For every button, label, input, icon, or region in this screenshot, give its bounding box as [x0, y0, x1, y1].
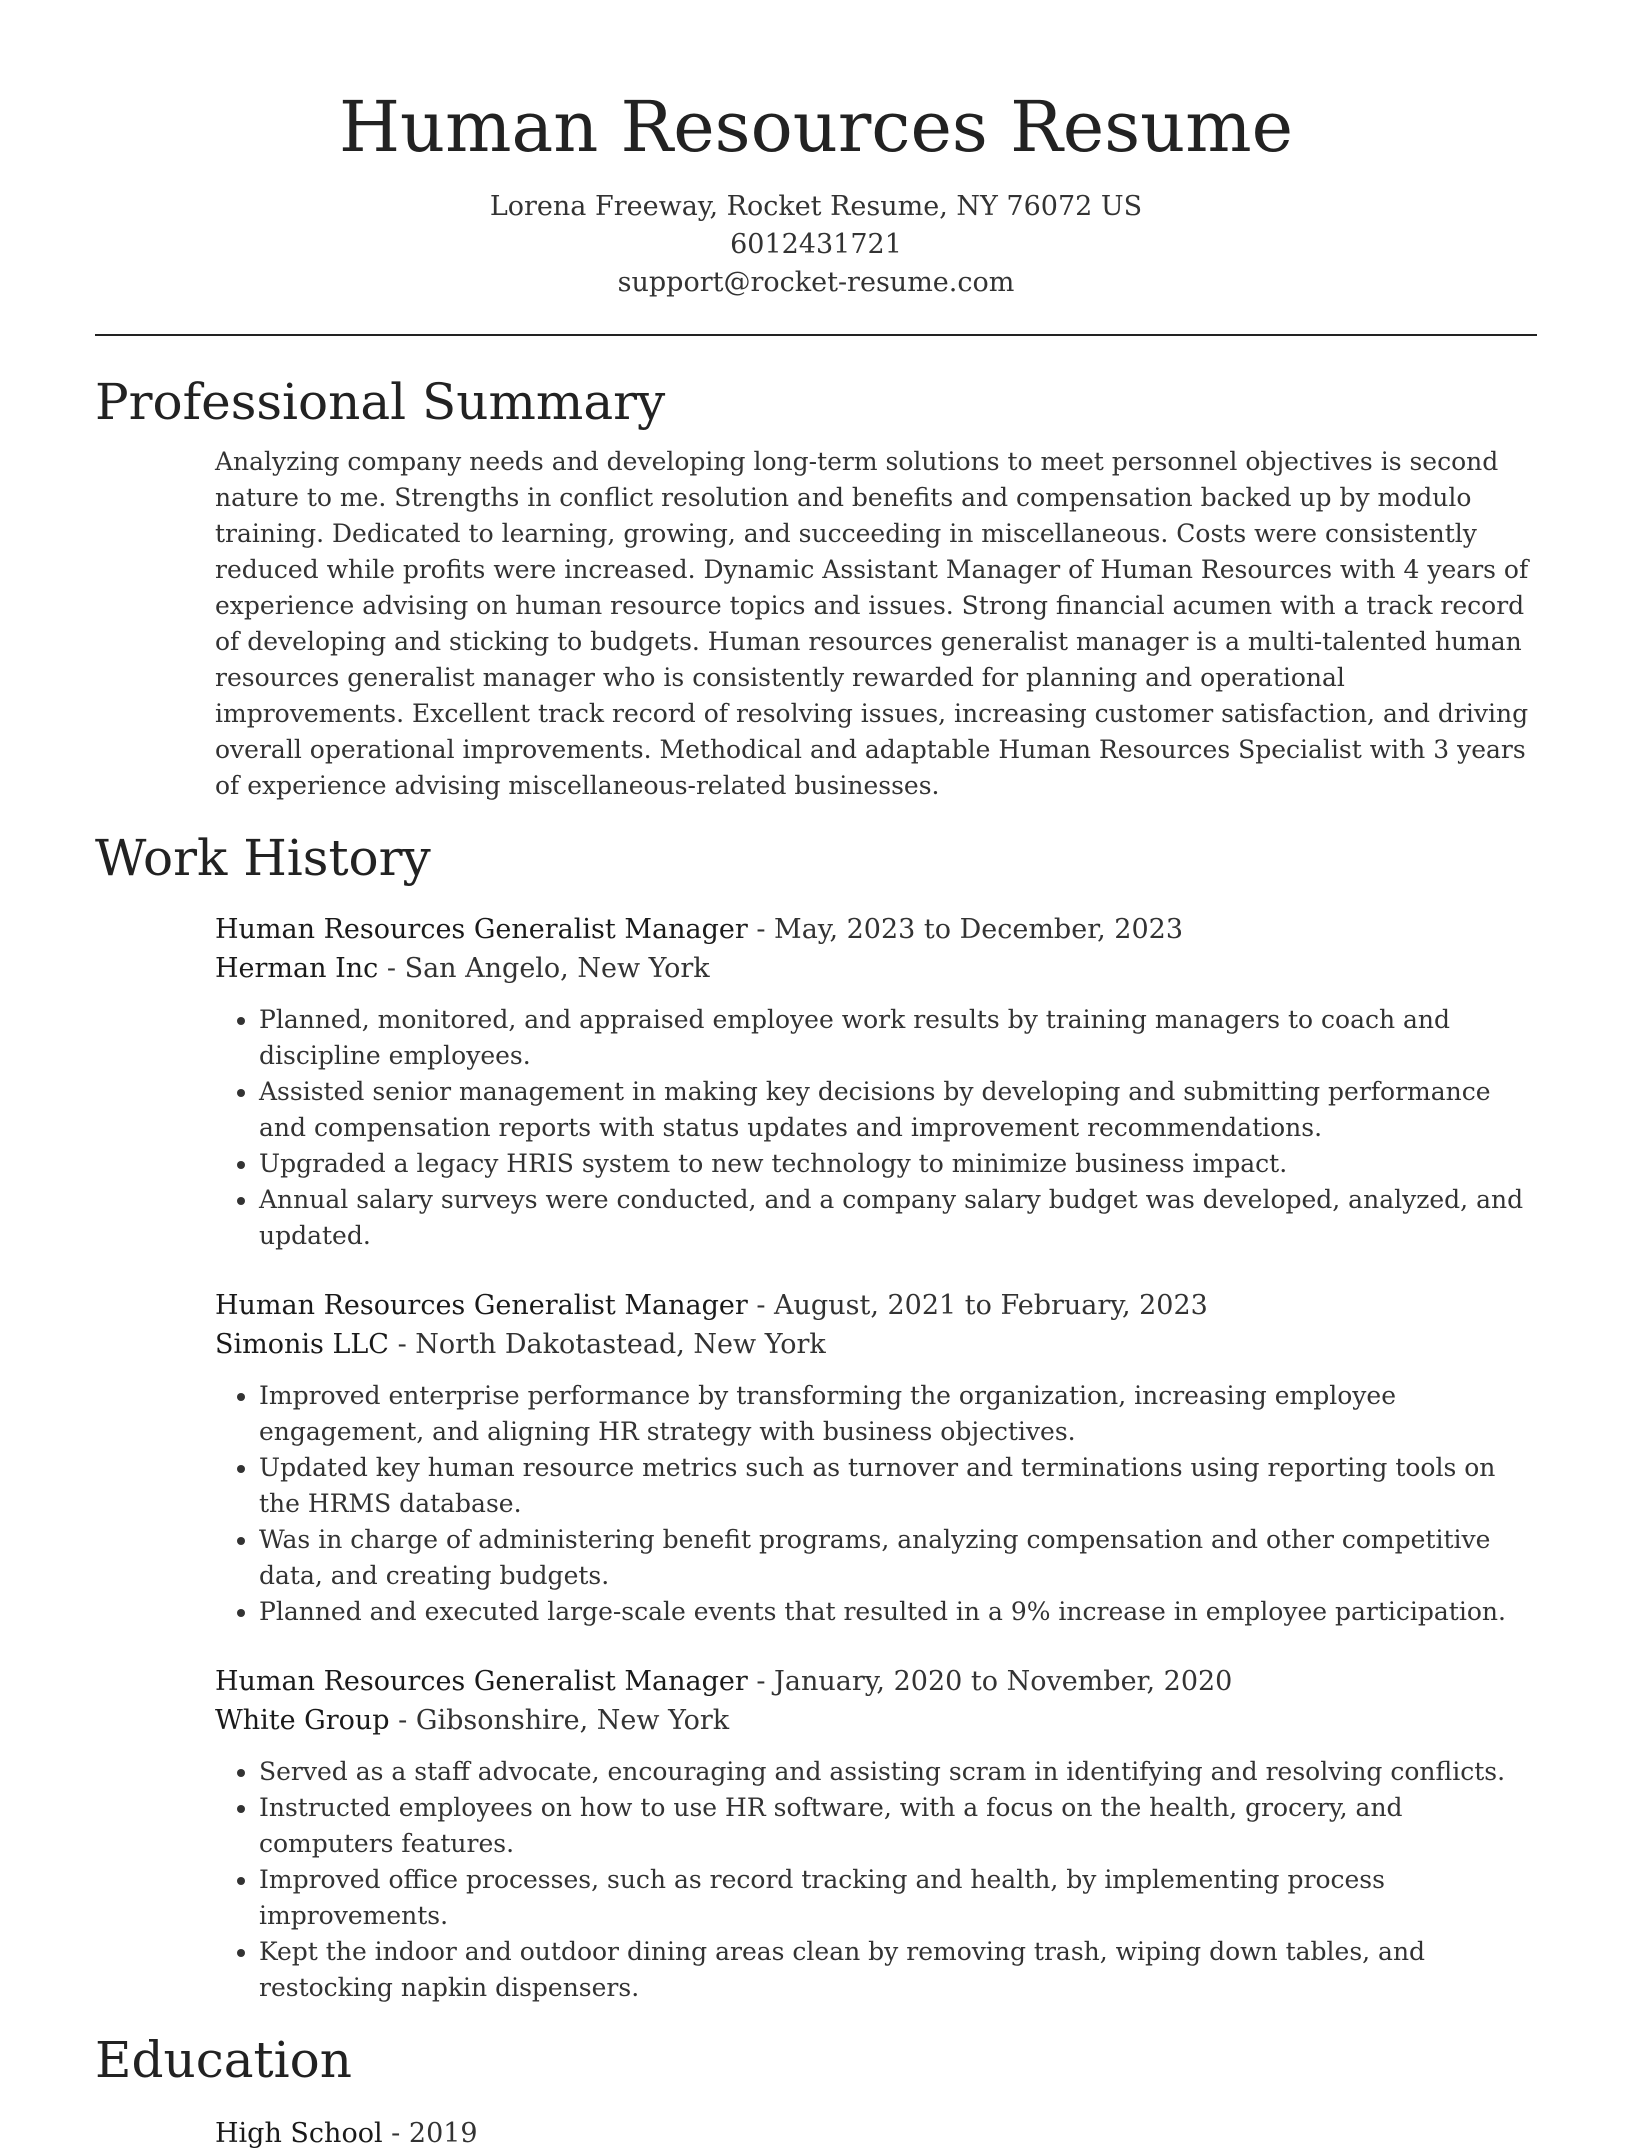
contact-phone: 6012431721 [730, 229, 902, 260]
separator: - [747, 1666, 775, 1697]
job-title-line [215, 910, 1537, 949]
work-history-heading: Work History [95, 829, 431, 887]
job-company-line [215, 949, 1537, 988]
education-entry [215, 2114, 1537, 2153]
contact-address: Lorena Freeway, Rocket Resume, NY 76072 US [489, 191, 1143, 222]
job-company: Simonis LLC [215, 1329, 389, 1360]
job-bullet: • Annual salary surveys were conducted, and a company salary budget was developed, analyzed, and updated. [259, 1182, 1537, 1254]
job-location: Gibsonshire, New York [415, 1705, 730, 1736]
job-company: Herman Inc [215, 953, 379, 984]
resume-title: Human Resources Resume [338, 86, 1294, 168]
job-bullet: • Planned, monitored, and appraised employee work results by training managers to coach and discipline employees. [259, 1002, 1537, 1074]
job-dates: May, 2023 to December, 2023 [774, 914, 1184, 945]
resume-page [95, 0, 1537, 2153]
job-dates: August, 2021 to February, 2023 [774, 1290, 1208, 1321]
job-dates: January, 2020 to November, 2020 [774, 1666, 1233, 1697]
job-title: Human Resources Generalist Manager [215, 1290, 748, 1321]
contact-block [95, 188, 1537, 302]
job-bullets [215, 1378, 1537, 1630]
job-bullet: • Planned and executed large-scale events that resulted in a 9% increase in employee participation. [259, 1594, 1537, 1630]
job-bullet: • Was in charge of administering benefit programs, analyzing compensation and other competitive data, and creating budgets. [259, 1522, 1537, 1594]
job-title: Human Resources Generalist Manager [215, 914, 748, 945]
job-entry [215, 1662, 1537, 2006]
job-bullet: • Improved enterprise performance by transforming the organization, increasing employee engagement, and aligning HR strategy with business objectives. [259, 1378, 1537, 1450]
job-bullet: • Improved office processes, such as record tracking and health, by implementing process improvements. [259, 1862, 1537, 1934]
separator: - [388, 1329, 416, 1360]
education-degree: High School [215, 2118, 383, 2149]
work-history-section [95, 828, 1537, 2006]
job-title-line [215, 1286, 1537, 1325]
job-location: North Dakotastead, New York [415, 1329, 826, 1360]
job-bullet: • Served as a staff advocate, encouraging and assisting scram in identifying and resolving conflicts. [259, 1754, 1537, 1790]
education-section [95, 2030, 1537, 2153]
summary-section [95, 372, 1537, 804]
job-bullet: • Updated key human resource metrics such as turnover and terminations using reporting tools on the HRMS database. [259, 1450, 1537, 1522]
job-bullet: • Instructed employees on how to use HR software, with a focus on the health, grocery, and computers features. [259, 1790, 1537, 1862]
job-bullet: • Kept the indoor and outdoor dining areas clean by removing trash, wiping down tables, and restocking napkin dispensers. [259, 1934, 1537, 2006]
separator: - [389, 1705, 416, 1736]
job-location: San Angelo, New York [404, 953, 710, 984]
job-title-line [215, 1662, 1537, 1701]
job-entry [215, 1286, 1537, 1630]
job-company-line [215, 1325, 1537, 1364]
separator: - [378, 953, 405, 984]
job-bullets [215, 1754, 1537, 2006]
education-year: 2019 [408, 2118, 478, 2149]
separator: - [382, 2118, 409, 2149]
summary-heading: Professional Summary [95, 373, 666, 431]
job-entry [215, 910, 1537, 1254]
separator: - [747, 1290, 775, 1321]
education-heading: Education [95, 2031, 352, 2089]
job-bullets [215, 1002, 1537, 1254]
contact-email: support@rocket-resume.com [617, 267, 1015, 298]
job-company: White Group [215, 1705, 390, 1736]
job-company-line [215, 1701, 1537, 1740]
job-bullet: • Assisted senior management in making key decisions by developing and submitting performance and compensation reports with status updates and improvement recommendations. [259, 1074, 1537, 1146]
job-title: Human Resources Generalist Manager [215, 1666, 748, 1697]
separator: - [747, 914, 775, 945]
header-divider [95, 334, 1537, 336]
summary-text: Analyzing company needs and developing long-term solutions to meet personnel objectives is second nature to me. Strengths in conflict resolution and benefits and compensation backed up by modulo training. Dedicated to learning, growing, and succeeding in miscellaneous. Costs were consistently reduced while profits were increased. Dynamic Assistant Manager of Human Resources with 4 years of experience advising on human resource topics and issues. Strong financial acumen with a track record of developing and sticking to budgets. Human resources generalist manager is a multi-talented human resources generalist manager who is consistently rewarded for planning and operational improvements. Excellent track record of resolving issues, increasing customer satisfaction, and driving overall operational improvements. Methodical and adaptable Human Resources Specialist with 3 years of experience advising miscellaneous-related businesses. [215, 447, 1529, 800]
job-bullet: • Upgraded a legacy HRIS system to new technology to minimize business impact. [259, 1146, 1537, 1182]
